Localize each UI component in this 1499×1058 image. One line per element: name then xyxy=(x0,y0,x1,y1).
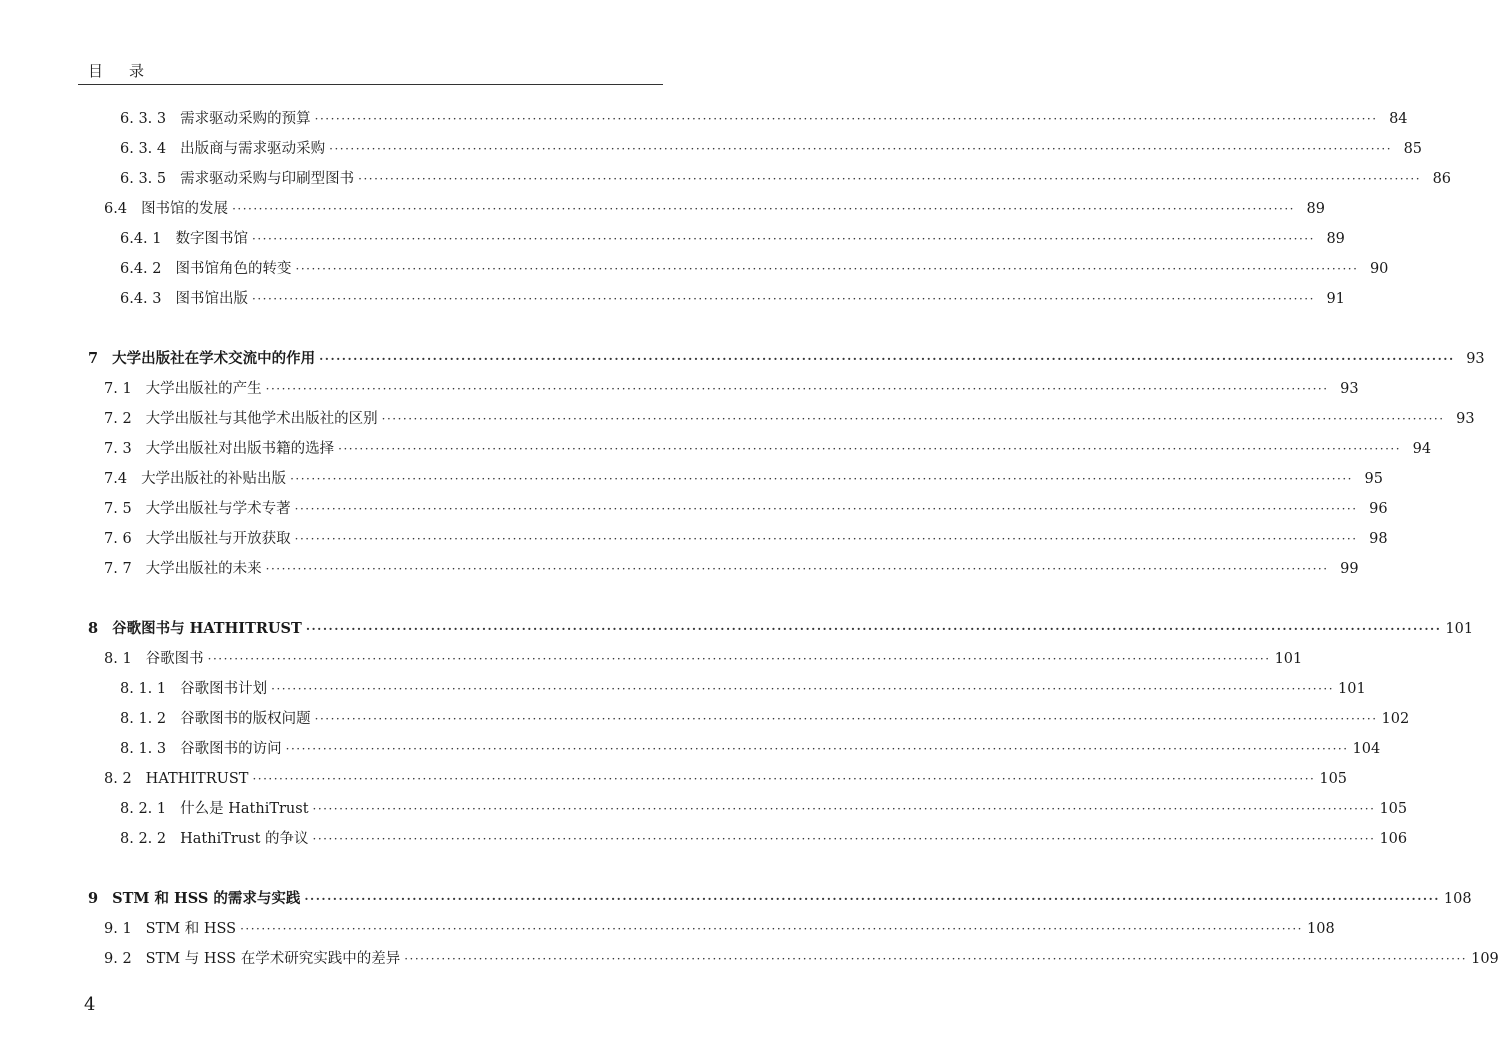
entry-title: 图书馆角色的转变 xyxy=(175,261,292,277)
entry-page-number: 109 xyxy=(1471,951,1499,967)
toc-chapter-entry xyxy=(0,344,1485,374)
toc-subsection-entry xyxy=(0,224,1345,254)
entry-title: 大学出版社与其他学术出版社的区别 xyxy=(145,411,378,427)
toc-section-entry xyxy=(0,194,1325,224)
entry-title: 谷歌图书计划 xyxy=(180,681,268,697)
entry-title: 大学出版社与开放获取 xyxy=(145,531,291,547)
toc-subsection-entry xyxy=(0,134,1423,164)
dot-leader: ········································································································································································································ xyxy=(252,772,1316,786)
dot-leader: ········································································································································································································ xyxy=(312,802,1376,816)
entry-page-number: 108 xyxy=(1443,891,1472,907)
entry-number: 8. 2. 2 xyxy=(120,831,167,847)
entry-page-number: 104 xyxy=(1352,741,1381,757)
entry-number: 6. 3. 3 xyxy=(120,111,167,127)
entry-page-number: 101 xyxy=(1445,621,1474,637)
entry-number: 8. 1. 2 xyxy=(120,711,167,727)
toc-chapter-entry xyxy=(0,884,1472,914)
toc-subsection-entry xyxy=(0,254,1389,284)
toc-subsection-entry xyxy=(0,704,1410,734)
entry-title: HathiTrust 的争议 xyxy=(180,831,309,847)
entry-title: 图书馆出版 xyxy=(175,291,249,307)
toc-section-entry xyxy=(0,434,1432,464)
toc-section-entry xyxy=(0,524,1388,554)
entry-page-number: 90 xyxy=(1369,261,1389,277)
toc-chapter-entry xyxy=(0,614,1474,644)
toc-section-entry xyxy=(0,764,1348,794)
dot-leader: ········································································································································································································ xyxy=(329,142,1393,156)
entry-number: 6. 3. 5 xyxy=(120,171,167,187)
section-gap xyxy=(0,854,750,884)
dot-leader: ········································································································································································································ xyxy=(271,682,1335,696)
entry-number: 6.4. 3 xyxy=(120,291,162,307)
dot-leader: ········································································································································································································ xyxy=(338,442,1402,456)
entry-page-number: 84 xyxy=(1389,111,1408,127)
dot-leader: ········································································································································································································ xyxy=(304,892,1440,906)
entry-number: 7. 3 xyxy=(104,441,132,457)
entry-page-number: 93 xyxy=(1456,411,1475,427)
entry-page-number: 89 xyxy=(1306,201,1325,217)
entry-title: 谷歌图书的版权问题 xyxy=(180,711,311,727)
dot-leader: ········································································································································································································ xyxy=(295,262,1359,276)
dot-leader: ········································································································································································································ xyxy=(294,502,1358,516)
entry-page-number: 94 xyxy=(1412,441,1432,457)
toc-subsection-entry xyxy=(0,824,1408,854)
toc-subsection-entry xyxy=(0,734,1381,764)
entry-page-number: 93 xyxy=(1466,351,1485,367)
entry-page-number: 93 xyxy=(1340,381,1359,397)
dot-leader: ········································································································································································································ xyxy=(265,382,1329,396)
entry-title: 谷歌图书与 HATHITRUST xyxy=(112,620,302,637)
entry-title: 大学出版社在学术交流中的作用 xyxy=(112,350,316,367)
entry-number: 6.4 xyxy=(104,201,128,217)
section-gap xyxy=(0,584,750,614)
entry-number: 9 xyxy=(88,890,99,907)
toc-section-entry xyxy=(0,494,1388,524)
entry-title: 图书馆的发展 xyxy=(141,201,229,217)
entry-number: 7. 7 xyxy=(104,561,132,577)
toc-section-entry xyxy=(0,404,1475,434)
entry-page-number: 99 xyxy=(1340,561,1359,577)
dot-leader: ········································································································································································································ xyxy=(207,652,1271,666)
entry-number: 8 xyxy=(88,620,99,637)
toc-subsection-entry xyxy=(0,164,1452,194)
entry-number: 6.4. 1 xyxy=(120,231,162,247)
section-gap xyxy=(0,314,750,344)
dot-leader: ········································································································································································································ xyxy=(404,952,1468,966)
entry-title: 需求驱动采购与印刷型图书 xyxy=(180,171,355,187)
entry-title: 大学出版社的未来 xyxy=(145,561,262,577)
dot-leader: ········································································································································································································ xyxy=(240,922,1303,936)
header-rule xyxy=(78,84,663,85)
entry-title: 谷歌图书 xyxy=(145,651,204,667)
entry-title: 数字图书馆 xyxy=(175,231,249,247)
dot-leader: ········································································································································································································ xyxy=(252,232,1315,246)
toc-section-entry xyxy=(0,914,1335,944)
toc-section-entry xyxy=(0,374,1359,404)
dot-leader: ········································································································································································································ xyxy=(294,532,1358,546)
dot-leader: ········································································································································································································ xyxy=(381,412,1445,426)
entry-title: 大学出版社与学术专著 xyxy=(145,501,291,517)
dot-leader: ········································································································································································································ xyxy=(314,112,1378,126)
dot-leader: ········································································································································································································ xyxy=(314,712,1378,726)
dot-leader: ········································································································································································································ xyxy=(312,832,1376,846)
toc-section-entry xyxy=(0,944,1499,974)
entry-title: STM 与 HSS 在学术研究实践中的差异 xyxy=(145,951,401,967)
page-number: 4 xyxy=(84,994,96,1015)
entry-title: 需求驱动采购的预算 xyxy=(180,111,311,127)
dot-leader: ········································································································································································································ xyxy=(305,622,1442,636)
entry-page-number: 102 xyxy=(1381,711,1410,727)
toc-section-entry xyxy=(0,554,1359,584)
entry-number: 7 xyxy=(88,350,99,367)
entry-number: 7. 1 xyxy=(104,381,132,397)
entry-number: 7. 2 xyxy=(104,411,132,427)
entry-number: 9. 2 xyxy=(104,951,132,967)
dot-leader: ········································································································································································································ xyxy=(290,472,1353,486)
entry-page-number: 101 xyxy=(1338,681,1366,697)
entry-number: 9. 1 xyxy=(104,921,132,937)
dot-leader: ········································································································································································································ xyxy=(232,202,1295,216)
toc-subsection-entry xyxy=(0,794,1408,824)
entry-page-number: 89 xyxy=(1326,231,1345,247)
entry-title: HATHITRUST xyxy=(145,771,249,787)
entry-title: STM 和 HSS 的需求与实践 xyxy=(112,890,301,907)
entry-number: 8. 2. 1 xyxy=(120,801,167,817)
toc-subsection-entry xyxy=(0,104,1408,134)
entry-page-number: 85 xyxy=(1403,141,1423,157)
entry-number: 6.4. 2 xyxy=(120,261,162,277)
entry-page-number: 101 xyxy=(1274,651,1303,667)
entry-number: 8. 1. 3 xyxy=(120,741,167,757)
entry-page-number: 106 xyxy=(1379,831,1408,847)
entry-page-number: 96 xyxy=(1369,501,1388,517)
entry-title: 谷歌图书的访问 xyxy=(180,741,282,757)
entry-page-number: 105 xyxy=(1379,801,1408,817)
entry-number: 8. 2 xyxy=(104,771,132,787)
dot-leader: ········································································································································································································ xyxy=(252,292,1315,306)
table-of-contents xyxy=(0,104,1499,974)
dot-leader: ········································································································································································································ xyxy=(358,172,1422,186)
entry-page-number: 108 xyxy=(1307,921,1335,937)
entry-page-number: 98 xyxy=(1369,531,1388,547)
header-char-2: 录 xyxy=(129,62,147,80)
entry-title: STM 和 HSS xyxy=(145,921,237,937)
entry-number: 6. 3. 4 xyxy=(120,141,167,157)
running-header xyxy=(88,60,663,81)
entry-title: 大学出版社的补贴出版 xyxy=(141,471,287,487)
dot-leader: ········································································································································································································ xyxy=(285,742,1349,756)
entry-number: 7. 5 xyxy=(104,501,132,517)
entry-title: 大学出版社的产生 xyxy=(145,381,262,397)
entry-number: 7.4 xyxy=(104,471,128,487)
dot-leader: ········································································································································································································ xyxy=(265,562,1329,576)
entry-title: 大学出版社对出版书籍的选择 xyxy=(145,441,335,457)
toc-subsection-entry xyxy=(0,284,1345,314)
entry-number: 7. 6 xyxy=(104,531,132,547)
entry-page-number: 105 xyxy=(1319,771,1348,787)
header-char-1: 目 xyxy=(88,62,106,80)
toc-section-entry xyxy=(0,464,1383,494)
entry-page-number: 91 xyxy=(1326,291,1345,307)
entry-page-number: 95 xyxy=(1364,471,1383,487)
entry-title: 什么是 HathiTrust xyxy=(180,801,309,817)
entry-title: 出版商与需求驱动采购 xyxy=(180,141,326,157)
dot-leader: ········································································································································································································ xyxy=(319,352,1455,366)
entry-number: 8. 1 xyxy=(104,651,132,667)
entry-page-number: 86 xyxy=(1432,171,1452,187)
toc-section-entry xyxy=(0,644,1303,674)
toc-subsection-entry xyxy=(0,674,1366,704)
entry-number: 8. 1. 1 xyxy=(120,681,167,697)
